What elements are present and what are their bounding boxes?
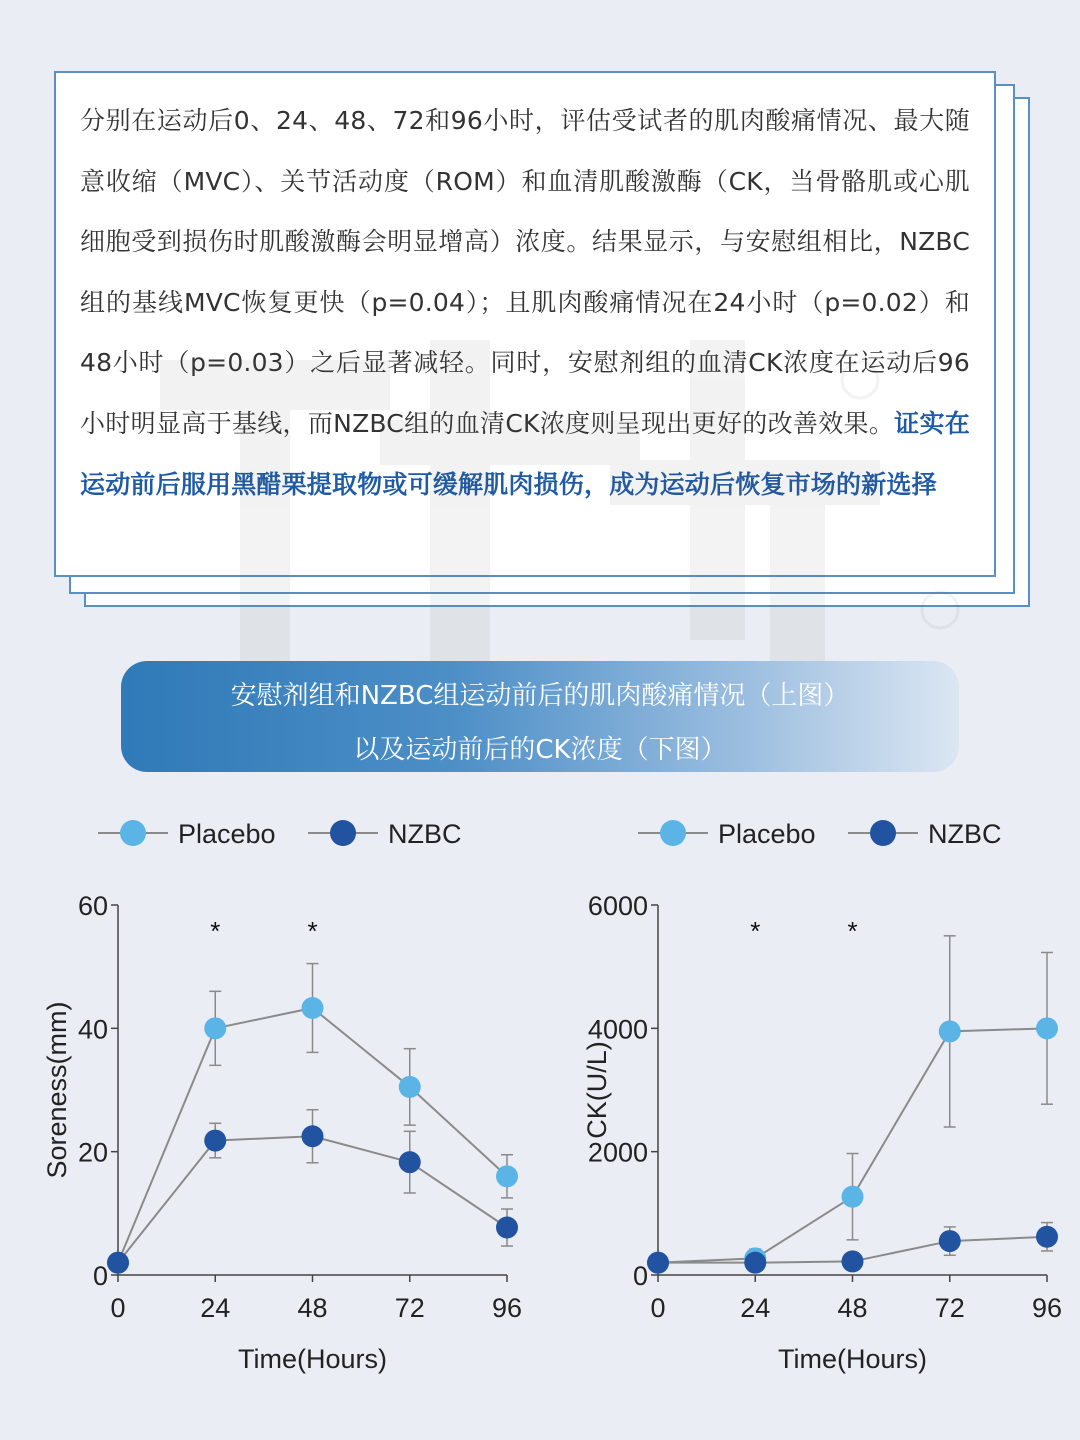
ck-x-axis-label: Time(Hours) <box>777 1344 928 1374</box>
soreness-x-tick-label: 48 <box>297 1293 328 1323</box>
soreness-significance-marker: * <box>307 916 318 946</box>
intro-paragraph <box>80 91 970 515</box>
ck-legend-marker-0 <box>660 820 686 846</box>
ck-x-tick-label: 72 <box>934 1293 965 1323</box>
soreness-point-0 <box>302 997 324 1019</box>
soreness-y-tick-label: 60 <box>77 891 108 921</box>
soreness-point-1 <box>496 1217 518 1239</box>
ck-y-tick-label: 6000 <box>587 891 648 921</box>
ck-legend-marker-1 <box>870 820 896 846</box>
ck-point-1 <box>744 1252 766 1274</box>
soreness-legend-label-0: Placebo <box>178 819 276 849</box>
soreness-x-tick-label: 72 <box>394 1293 425 1323</box>
ck-point-1 <box>647 1252 669 1274</box>
soreness-y-axis-label: Soreness(mm) <box>42 1001 72 1179</box>
soreness-legend-marker-1 <box>330 820 356 846</box>
ck-y-tick-label: 2000 <box>587 1137 648 1168</box>
ck-x-tick-label: 48 <box>837 1293 868 1323</box>
ck-point-0 <box>939 1020 961 1042</box>
ck-point-0 <box>842 1186 864 1208</box>
ck-y-axis-label: CK(U/L) <box>582 1041 612 1139</box>
soreness-legend-marker-0 <box>120 820 146 846</box>
intro-text: 分别在运动后0、24、48、72和96小时，评估受试者的肌肉酸痛情况、最大随意收缩（MVC）、关节活动度（ROM）和血清肌酸激酶（CK，当骨骼肌或心肌细胞受到损伤时肌酸激酶会明显增高）浓度。结果显示，与安慰组相比，NZBC组的基线MVC恢复更快（p=0.04）；且肌肉酸痛情况在24小时（p=0.02）和48小时（p=0.03）之后显著减轻。同时，安慰剂组的血清CK浓度在运动后96小时明显高于基线，而NZBC组的血清CK浓度则呈现出更好的改善效果。 <box>80 106 970 438</box>
ck-significance-marker: * <box>750 916 761 946</box>
ck-y-tick-label: 4000 <box>587 1014 648 1045</box>
ck-chart <box>540 800 1080 1400</box>
soreness-chart <box>0 800 540 1400</box>
soreness-y-tick-label: 20 <box>77 1137 108 1168</box>
soreness-point-1 <box>399 1151 421 1173</box>
soreness-point-1 <box>302 1125 324 1147</box>
soreness-point-0 <box>496 1165 518 1187</box>
ck-point-1 <box>939 1230 961 1252</box>
ck-point-1 <box>1036 1226 1058 1248</box>
ck-x-tick-label: 24 <box>740 1293 771 1323</box>
ck-x-tick-label: 96 <box>1031 1293 1063 1323</box>
ck-y-tick-label: 0 <box>632 1261 648 1291</box>
ck-point-0 <box>1036 1017 1058 1039</box>
chart-caption-banner <box>121 661 959 772</box>
ck-legend-label-0: Placebo <box>718 819 816 849</box>
soreness-x-tick-label: 24 <box>200 1293 231 1323</box>
banner-line-2: 以及运动前后的CK浓度（下图） <box>353 735 727 765</box>
intro-highlight: 证实在运动前后服用黑醋栗提取物或可缓解肌肉损伤，成为运动后恢复市场的新选择 <box>80 408 970 499</box>
soreness-point-0 <box>399 1076 421 1098</box>
ck-significance-marker: * <box>847 916 858 946</box>
ck-point-1 <box>842 1250 864 1272</box>
soreness-y-tick-label: 0 <box>92 1261 108 1291</box>
soreness-x-tick-label: 0 <box>110 1293 126 1323</box>
soreness-x-axis-label: Time(Hours) <box>237 1344 388 1374</box>
soreness-point-1 <box>204 1130 226 1152</box>
soreness-legend-label-1: NZBC <box>388 819 462 849</box>
text-card-stack <box>54 71 1030 607</box>
ck-x-tick-label: 0 <box>650 1293 666 1323</box>
soreness-point-0 <box>204 1017 226 1039</box>
text-card <box>54 71 996 577</box>
soreness-y-tick-label: 40 <box>77 1014 108 1045</box>
soreness-point-1 <box>107 1252 129 1274</box>
banner-line-1: 安慰剂组和NZBC组运动前后的肌肉酸痛情况（上图） <box>230 681 850 711</box>
soreness-x-tick-label: 96 <box>491 1293 523 1323</box>
ck-legend-label-1: NZBC <box>928 819 1002 849</box>
soreness-significance-marker: * <box>210 916 221 946</box>
